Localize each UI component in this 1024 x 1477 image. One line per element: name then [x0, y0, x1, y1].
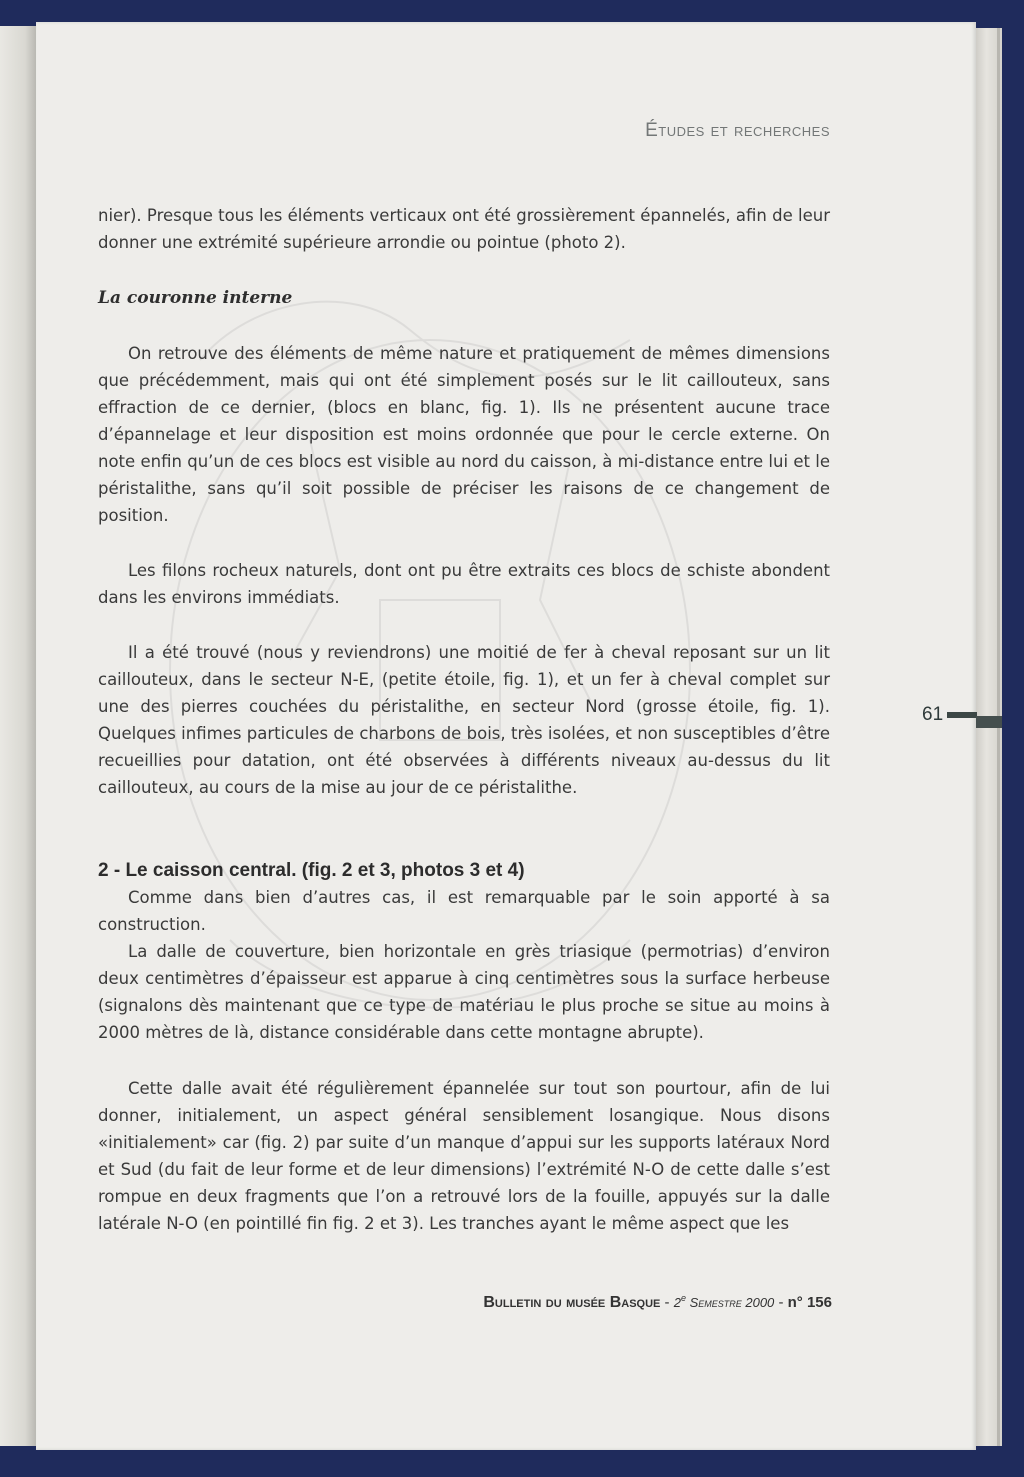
footer-citation: [440, 1293, 832, 1312]
chapter-block: [98, 857, 830, 1046]
page-number-bar: [947, 712, 977, 718]
semester-superscript: e: [680, 1293, 686, 1303]
page-stack-edge: [975, 28, 1002, 1446]
page-number: 61: [922, 704, 944, 725]
paragraph: Comme dans bien d’autres cas, il est remarquable par le soin apporté à sa construction.: [98, 888, 830, 934]
section-heading-couronne: [98, 285, 830, 312]
journal-title: Bulletin du musée Basque: [483, 1294, 661, 1311]
semester-number: 2: [673, 1295, 681, 1310]
paragraph-block: [98, 557, 830, 611]
section-title: La couronne interne: [98, 288, 293, 308]
page-tab-marker: [976, 716, 1002, 728]
separator: -: [660, 1294, 674, 1311]
paragraph-block: [98, 340, 830, 529]
issue-number: n° 156: [787, 1294, 832, 1311]
chapter-title: 2 - Le caisson central. (fig. 2 et 3, photos 3 et 4): [98, 860, 525, 881]
paragraph-block: [98, 639, 830, 801]
paragraph: La dalle de couverture, bien horizontale en grès triasique (permotrias) d’environ deux centimètres d’épaisseur est apparue à cinq centimètres sous la surface herbeuse (signalons dès maintenant que ce type de matériau le plus proche se situe au moins à 2000 mètres de là, distance considérable dans cette montagne abrupte).: [98, 942, 830, 1042]
running-head: Études et recherches: [645, 120, 830, 141]
paragraph: Il a été trouvé (nous y reviendrons) une moitié de fer à cheval reposant sur un lit caillouteux, dans le secteur N-E, (petite étoile, fig. 1), et un fer à cheval complet sur une des pierres couchées du péristalithe, en secteur Nord (grosse étoile, fig. 1). Quelques infimes particules de charbons de bois, très isolées, et non susceptibles d’être recueillies pour datation, ont été observées à différents niveaux au-dessus du lit caillouteux, au cours de la mise au jour de ce péristalithe.: [98, 643, 830, 797]
paragraph: Cette dalle avait été régulièrement épannelée sur tout son pourtour, afin de lui donner, initialement, un aspect général sensiblement losangique. Nous disons «initialement» car (fig. 2) par suite d’un manque d’appui sur les supports latéraux Nord et Sud (du fait de leur forme et de leur dimensions) l’extrémité N-O de cette dalle s’est rompue en deux fragments que l’on a retrouvé lors de la fouille, appuyés sur la dalle latérale N-O (en pointillé fin fig. 2 et 3). Les tranches ayant le même aspect que les: [98, 1079, 830, 1233]
separator: -: [774, 1294, 788, 1311]
semester-label: Semestre 2000: [685, 1295, 775, 1310]
previous-page-edge: [0, 26, 37, 1446]
paragraph: On retrouve des éléments de même nature et pratiquement de mêmes dimensions que précédemment, mais qui ont été simplement posés sur le lit caillouteux, sans effraction de ce dernier, (blocs en blanc, fig. 1). Ils ne présentent aucune trace d’épannelage et leur disposition est moins ordonnée que pour le cercle externe. On note enfin qu’un de ces blocs est visible au nord du caisson, à mi-distance entre lui et le péristalithe, sans qu’il soit possible de préciser les raisons de ce changement de position.: [98, 344, 830, 525]
paragraph: Les filons rocheux naturels, dont ont pu être extraits ces blocs de schiste abondent dans les environs immédiats.: [98, 561, 830, 607]
paragraph-block: [98, 1075, 830, 1237]
paragraph: nier). Presque tous les éléments verticaux ont été grossièrement épannelés, afin de leur donner une extrémité supérieure arrondie ou pointue (photo 2).: [98, 206, 830, 252]
paragraph-continuation: [98, 202, 830, 256]
